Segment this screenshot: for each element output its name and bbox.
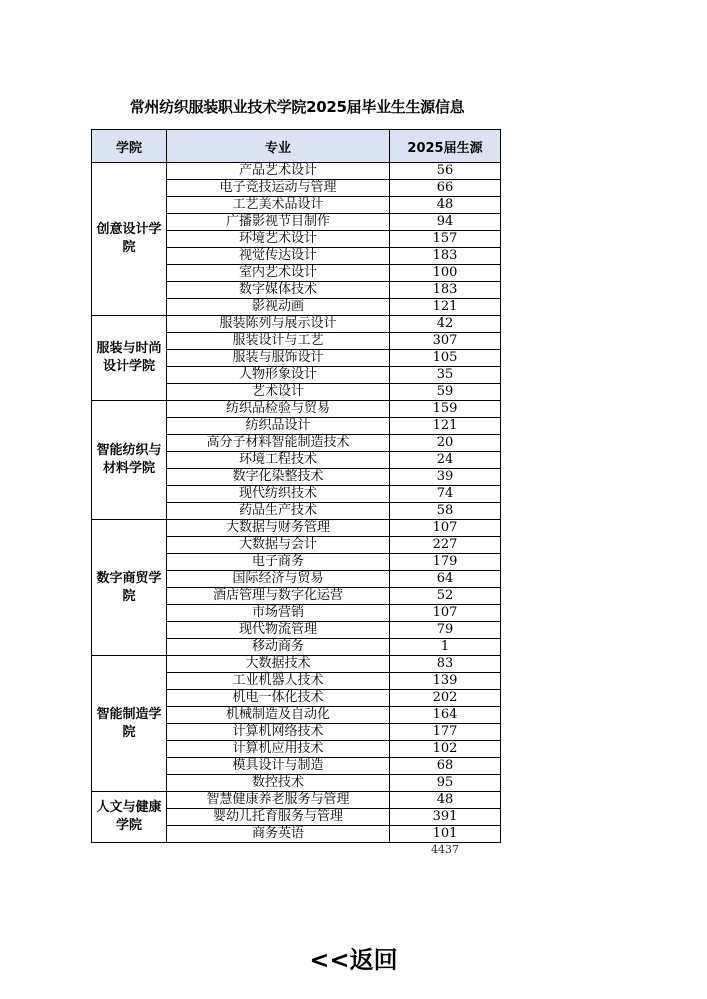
count-cell: 183: [390, 248, 501, 265]
table-body: [92, 163, 501, 843]
major-cell: 室内艺术设计: [167, 265, 390, 282]
graduate-source-table: [91, 129, 501, 843]
count-cell: 58: [390, 503, 501, 520]
header-major: 专业: [167, 130, 390, 163]
major-cell: 智慧健康养老服务与管理: [167, 792, 390, 809]
count-cell: 107: [390, 520, 501, 537]
major-cell: 移动商务: [167, 639, 390, 656]
count-cell: 101: [390, 826, 501, 843]
major-cell: 纺织品检验与贸易: [167, 401, 390, 418]
major-cell: 服装设计与工艺: [167, 333, 390, 350]
major-cell: 电子竞技运动与管理: [167, 180, 390, 197]
header-college: 学院: [92, 130, 167, 163]
count-cell: 56: [390, 163, 501, 180]
count-cell: 121: [390, 299, 501, 316]
major-cell: 商务英语: [167, 826, 390, 843]
college-cell: 人文与健康学院: [92, 792, 167, 843]
count-cell: 177: [390, 724, 501, 741]
count-cell: 39: [390, 469, 501, 486]
count-cell: 20: [390, 435, 501, 452]
major-cell: 服装陈列与展示设计: [167, 316, 390, 333]
major-cell: 现代物流管理: [167, 622, 390, 639]
count-cell: 42: [390, 316, 501, 333]
college-cell: 服装与时尚设计学院: [92, 316, 167, 401]
table-row: [92, 520, 501, 537]
count-cell: 227: [390, 537, 501, 554]
major-cell: 环境艺术设计: [167, 231, 390, 248]
major-cell: 艺术设计: [167, 384, 390, 401]
count-cell: 52: [390, 588, 501, 605]
count-cell: 94: [390, 214, 501, 231]
header-count: 2025届生源: [390, 130, 501, 163]
college-cell: 智能纺织与材料学院: [92, 401, 167, 520]
count-cell: 139: [390, 673, 501, 690]
count-cell: 64: [390, 571, 501, 588]
major-cell: 机械制造及自动化: [167, 707, 390, 724]
count-cell: 100: [390, 265, 501, 282]
table-row: [92, 792, 501, 809]
major-cell: 国际经济与贸易: [167, 571, 390, 588]
count-cell: 66: [390, 180, 501, 197]
count-cell: 164: [390, 707, 501, 724]
major-cell: 影视动画: [167, 299, 390, 316]
back-link[interactable]: <<返回: [309, 946, 398, 974]
major-cell: 数字媒体技术: [167, 282, 390, 299]
major-cell: 大数据技术: [167, 656, 390, 673]
major-cell: 广播影视节目制作: [167, 214, 390, 231]
major-cell: 产品艺术设计: [167, 163, 390, 180]
count-cell: 391: [390, 809, 501, 826]
count-cell: 159: [390, 401, 501, 418]
table-row: [92, 656, 501, 673]
count-cell: 121: [390, 418, 501, 435]
major-cell: 环境工程技术: [167, 452, 390, 469]
count-cell: 68: [390, 758, 501, 775]
count-cell: 35: [390, 367, 501, 384]
count-cell: 102: [390, 741, 501, 758]
major-cell: 视觉传达设计: [167, 248, 390, 265]
major-cell: 市场营销: [167, 605, 390, 622]
major-cell: 机电一体化技术: [167, 690, 390, 707]
major-cell: 现代纺织技术: [167, 486, 390, 503]
count-cell: 307: [390, 333, 501, 350]
table-row: [92, 316, 501, 333]
major-cell: 高分子材料智能制造技术: [167, 435, 390, 452]
count-cell: 95: [390, 775, 501, 792]
major-cell: 酒店管理与数字化运营: [167, 588, 390, 605]
count-cell: 105: [390, 350, 501, 367]
college-cell: 数字商贸学院: [92, 520, 167, 656]
college-cell: 创意设计学院: [92, 163, 167, 316]
count-cell: 24: [390, 452, 501, 469]
count-cell: 79: [390, 622, 501, 639]
major-cell: 人物形象设计: [167, 367, 390, 384]
major-cell: 数控技术: [167, 775, 390, 792]
count-cell: 157: [390, 231, 501, 248]
table-header-row: [92, 130, 501, 163]
total-count: 4437: [431, 843, 459, 856]
count-cell: 48: [390, 792, 501, 809]
count-cell: 83: [390, 656, 501, 673]
major-cell: 计算机应用技术: [167, 741, 390, 758]
college-cell: 智能制造学院: [92, 656, 167, 792]
major-cell: 药品生产技术: [167, 503, 390, 520]
major-cell: 工业机器人技术: [167, 673, 390, 690]
count-cell: 107: [390, 605, 501, 622]
major-cell: 数字化染整技术: [167, 469, 390, 486]
major-cell: 纺织品设计: [167, 418, 390, 435]
major-cell: 大数据与会计: [167, 537, 390, 554]
major-cell: 婴幼儿托育服务与管理: [167, 809, 390, 826]
major-cell: 服装与服饰设计: [167, 350, 390, 367]
major-cell: 计算机网络技术: [167, 724, 390, 741]
count-cell: 183: [390, 282, 501, 299]
table-row: [92, 163, 501, 180]
major-cell: 电子商务: [167, 554, 390, 571]
count-cell: 74: [390, 486, 501, 503]
count-cell: 59: [390, 384, 501, 401]
count-cell: 179: [390, 554, 501, 571]
major-cell: 模具设计与制造: [167, 758, 390, 775]
count-cell: 202: [390, 690, 501, 707]
count-cell: 48: [390, 197, 501, 214]
count-cell: 1: [390, 639, 501, 656]
major-cell: 大数据与财务管理: [167, 520, 390, 537]
page-title: 常州纺织服装职业技术学院2025届毕业生生源信息: [129, 98, 465, 116]
table-row: [92, 401, 501, 418]
major-cell: 工艺美术品设计: [167, 197, 390, 214]
